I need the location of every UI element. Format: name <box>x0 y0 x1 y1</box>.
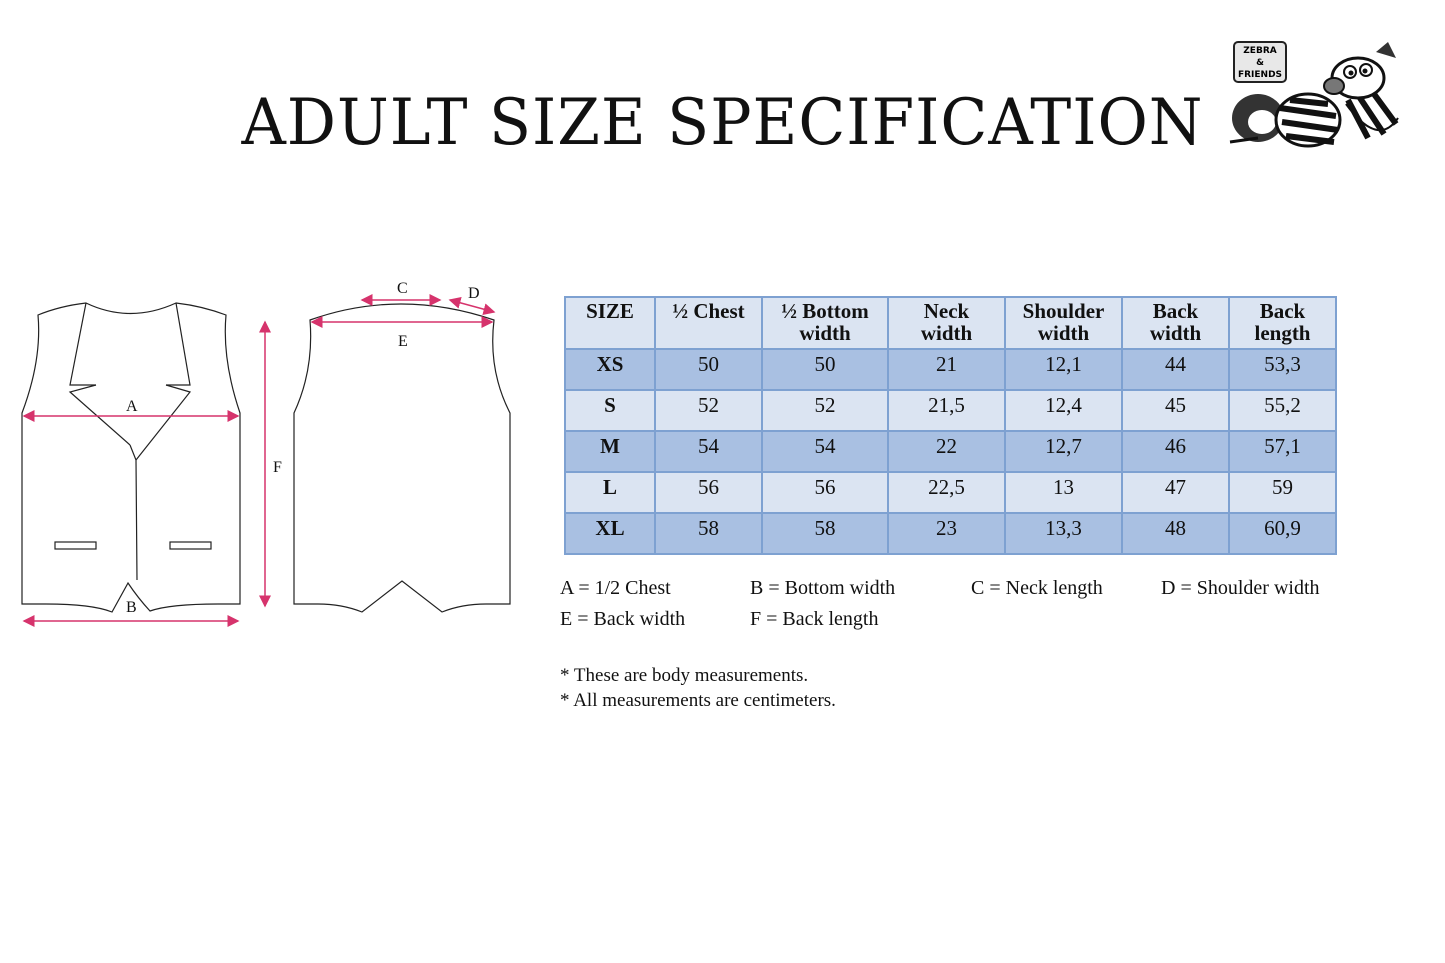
label-d: D <box>468 285 480 302</box>
table-cell: 56 <box>655 472 762 513</box>
zebra-friends-logo <box>1228 38 1400 150</box>
table-row <box>565 472 1336 513</box>
table-cell: XS <box>565 349 655 390</box>
legend-a: A = 1/2 Chest <box>560 577 671 599</box>
table-cell: S <box>565 390 655 431</box>
table-cell: 22,5 <box>888 472 1005 513</box>
table-cell: 58 <box>655 513 762 554</box>
label-e: E <box>398 333 408 350</box>
table-cell: M <box>565 431 655 472</box>
table-cell: 48 <box>1122 513 1229 554</box>
logo-text: ZEBRA <box>1243 46 1277 56</box>
table-cell: XL <box>565 513 655 554</box>
table-header-row <box>565 297 1336 349</box>
table-cell: L <box>565 472 655 513</box>
legend-f: F = Back length <box>750 608 879 630</box>
table-cell: 60,9 <box>1229 513 1336 554</box>
note-body-measurements: * These are body measurements. <box>560 665 809 686</box>
label-a: A <box>126 398 138 415</box>
header-chest: ½ Chest <box>655 297 762 349</box>
table-row <box>565 513 1336 554</box>
table-cell: 44 <box>1122 349 1229 390</box>
table-cell: 57,1 <box>1229 431 1336 472</box>
note-units: * All measurements are centimeters. <box>560 690 836 711</box>
table-cell: 12,7 <box>1005 431 1122 472</box>
table-cell: 56 <box>762 472 888 513</box>
vest-front <box>22 303 240 612</box>
table-cell: 21,5 <box>888 390 1005 431</box>
table-row <box>565 390 1336 431</box>
legend-e: E = Back width <box>560 608 686 630</box>
header-bottom-width: ½ Bottom width <box>762 297 888 349</box>
table-cell: 58 <box>762 513 888 554</box>
table-cell: 46 <box>1122 431 1229 472</box>
table-cell: 52 <box>655 390 762 431</box>
logo-text: FRIENDS <box>1237 70 1283 80</box>
label-c: C <box>397 280 408 297</box>
size-table <box>564 296 1337 555</box>
table-cell: 45 <box>1122 390 1229 431</box>
table-cell: 12,1 <box>1005 349 1122 390</box>
table-row <box>565 431 1336 472</box>
table-cell: 53,3 <box>1229 349 1336 390</box>
header-size: SIZE <box>565 297 655 349</box>
table-cell: 22 <box>888 431 1005 472</box>
table-cell: 54 <box>655 431 762 472</box>
table-cell: 59 <box>1229 472 1336 513</box>
label-f: F <box>273 459 282 476</box>
table-cell: 47 <box>1122 472 1229 513</box>
header-back-length: Back length <box>1229 297 1336 349</box>
legend-b: B = Bottom width <box>750 577 896 599</box>
header-back-width: Back width <box>1122 297 1229 349</box>
table-cell: 52 <box>762 390 888 431</box>
table-cell: 50 <box>655 349 762 390</box>
table-cell: 54 <box>762 431 888 472</box>
page-title: ADULT SIZE SPECIFICATION <box>241 86 1204 160</box>
legend-d: D = Shoulder width <box>1161 577 1320 599</box>
table-cell: 12,4 <box>1005 390 1122 431</box>
table-cell: 55,2 <box>1229 390 1336 431</box>
header-shoulder-width: Shoulder width <box>1005 297 1122 349</box>
table-row <box>565 349 1336 390</box>
vest-back <box>294 304 510 612</box>
table-cell: 23 <box>888 513 1005 554</box>
header-neck-width: Neck width <box>888 297 1005 349</box>
vest-diagram <box>0 270 530 640</box>
label-b: B <box>126 599 137 616</box>
logo-text: & <box>1256 58 1264 68</box>
legend-c: C = Neck length <box>971 577 1103 599</box>
table-cell: 21 <box>888 349 1005 390</box>
table-cell: 13,3 <box>1005 513 1122 554</box>
table-cell: 13 <box>1005 472 1122 513</box>
table-cell: 50 <box>762 349 888 390</box>
